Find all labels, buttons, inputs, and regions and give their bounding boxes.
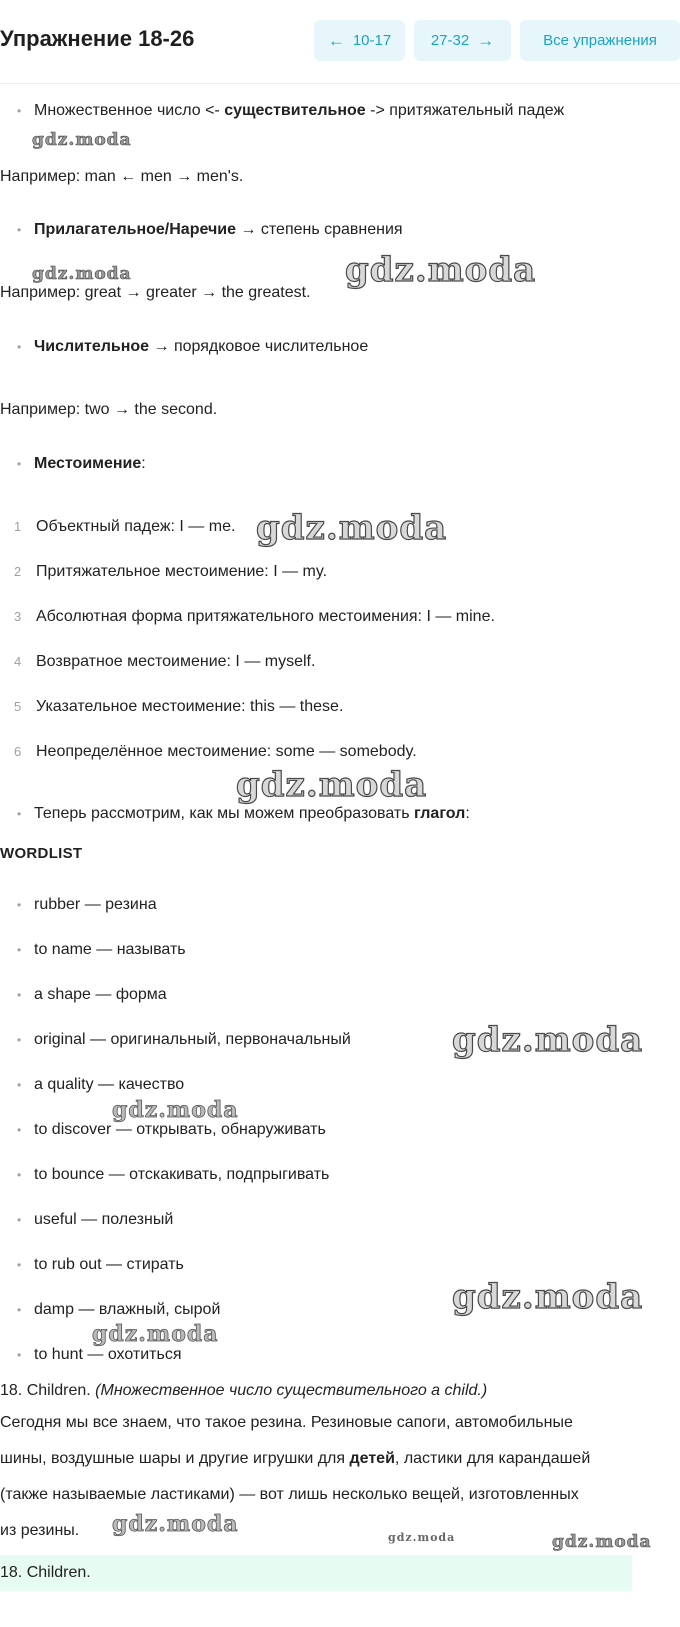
pronoun-heading — [34, 454, 146, 474]
list-item: Неопределённое местоимение: some — somebody. — [36, 743, 417, 760]
wordlist-item: • to discover — открывать, обнаруживать — [34, 1120, 326, 1140]
answer-text: 18. Children. — [0, 1564, 91, 1581]
list-number: 5 — [14, 699, 22, 714]
wordlist-item: • damp — влажный, сырой — [34, 1300, 220, 1320]
watermark: gdz.moda — [552, 1532, 652, 1552]
exercise-line-text: , ластики для карандашей — [394, 1450, 591, 1467]
watermark: gdz.moda — [452, 1020, 644, 1060]
rule-text: → порядковое числительное — [149, 338, 369, 355]
list-item: Объектный падеж: I — me. — [36, 518, 236, 535]
watermark: gdz.moda — [388, 1531, 456, 1544]
rule-text: → степень сравнения — [236, 221, 403, 238]
watermark: gdz.moda — [236, 765, 428, 805]
watermark: gdz.moda — [32, 264, 132, 284]
arrow-left-icon: ← — [327, 31, 345, 50]
watermark: gdz.moda — [452, 1277, 644, 1317]
verb-note — [34, 804, 470, 824]
exercise-text — [0, 1405, 680, 1549]
rule-item — [34, 220, 403, 240]
wordlist-item: • a quality — качество — [34, 1075, 184, 1095]
list-number: 2 — [14, 564, 22, 579]
watermark: gdz.moda — [256, 508, 448, 548]
list-number: 6 — [14, 744, 22, 759]
rule-example: Например: two → the second. — [0, 401, 218, 418]
exercise-label — [0, 1381, 487, 1401]
exercise-hint: (Множественное число существительного a child.) — [95, 1382, 488, 1399]
wordlist-item: • useful — полезный — [34, 1210, 173, 1230]
rule-bold: существительное — [224, 102, 366, 119]
verb-note-bold: глагол — [414, 805, 466, 822]
list-item: Указательное местоимение: this — these. — [36, 698, 344, 715]
rule-item — [34, 101, 564, 121]
wordlist-heading: WORDLIST — [0, 845, 83, 862]
exercise-highlight-word: детей — [349, 1450, 395, 1467]
verb-note-text: : — [465, 805, 470, 822]
rule-text: -> притяжательный падеж — [365, 102, 565, 119]
rule-text: Множественное число <- — [34, 102, 225, 119]
list-item: Возвратное местоимение: I — myself. — [36, 653, 316, 670]
wordlist-item: • to hunt — охотиться — [34, 1345, 182, 1365]
list-number: 3 — [14, 609, 22, 624]
pronoun-heading-colon: : — [141, 455, 146, 472]
page-title: Упражнение 18-26 — [0, 26, 195, 51]
prev-exercises-button[interactable] — [314, 20, 405, 61]
list-item: Абсолютная форма притяжательного местоимения: I — mine. — [36, 608, 495, 625]
list-number: 4 — [14, 654, 22, 669]
rule-item — [34, 337, 368, 357]
wordlist-item: • to bounce — отскакивать, подпрыгивать — [34, 1165, 329, 1185]
exercise-line: (также называемые ластиками) — вот лишь несколько вещей, изготовленных — [0, 1486, 579, 1503]
all-exercises-button[interactable]: Все упражнения — [520, 20, 680, 61]
watermark: gdz.moda — [112, 1097, 239, 1123]
pronoun-heading-bold: Местоимение — [34, 455, 142, 472]
rule-example: Например: man ← men → men's. — [0, 168, 244, 185]
wordlist-item: • to name — называть — [34, 940, 186, 960]
wordlist-item: • to rub out — стирать — [34, 1255, 184, 1275]
exercise-line: из резины. — [0, 1522, 80, 1539]
wordlist-item: • original — оригинальный, первоначальный — [34, 1030, 351, 1050]
list-item: Притяжательное местоимение: I — my. — [36, 563, 328, 580]
page-header — [0, 0, 680, 84]
watermark: gdz.moda — [32, 130, 132, 150]
exercise-line-text: шины, воздушные шары и другие игрушки для — [0, 1450, 350, 1467]
watermark: gdz.moda — [92, 1321, 219, 1347]
rule-bold: Числительное — [34, 338, 150, 355]
wordlist-item: • rubber — резина — [34, 895, 157, 915]
exercise-line: Сегодня мы все знаем, что такое резина. Резиновые сапоги, автомобильные — [0, 1414, 573, 1431]
watermark: gdz.moda — [112, 1511, 239, 1537]
prev-exercises-label: 10-17 — [352, 32, 392, 49]
next-exercises-label: 27-32 — [430, 32, 470, 49]
watermark: gdz.moda — [345, 250, 537, 290]
exercise-number: 18. Children. — [0, 1382, 96, 1399]
rule-bold: Прилагательное/Наречие — [34, 221, 236, 238]
arrow-right-icon: → — [477, 31, 495, 50]
answer-box — [0, 1555, 632, 1591]
list-number: 1 — [14, 519, 22, 534]
exercise-line — [0, 1441, 680, 1477]
rule-example: Например: great → greater → the greatest. — [0, 284, 311, 301]
wordlist-item: • a shape — форма — [34, 985, 167, 1005]
verb-note-text: Теперь рассмотрим, как мы можем преобразовать — [34, 805, 414, 822]
next-exercises-button[interactable] — [414, 20, 511, 61]
